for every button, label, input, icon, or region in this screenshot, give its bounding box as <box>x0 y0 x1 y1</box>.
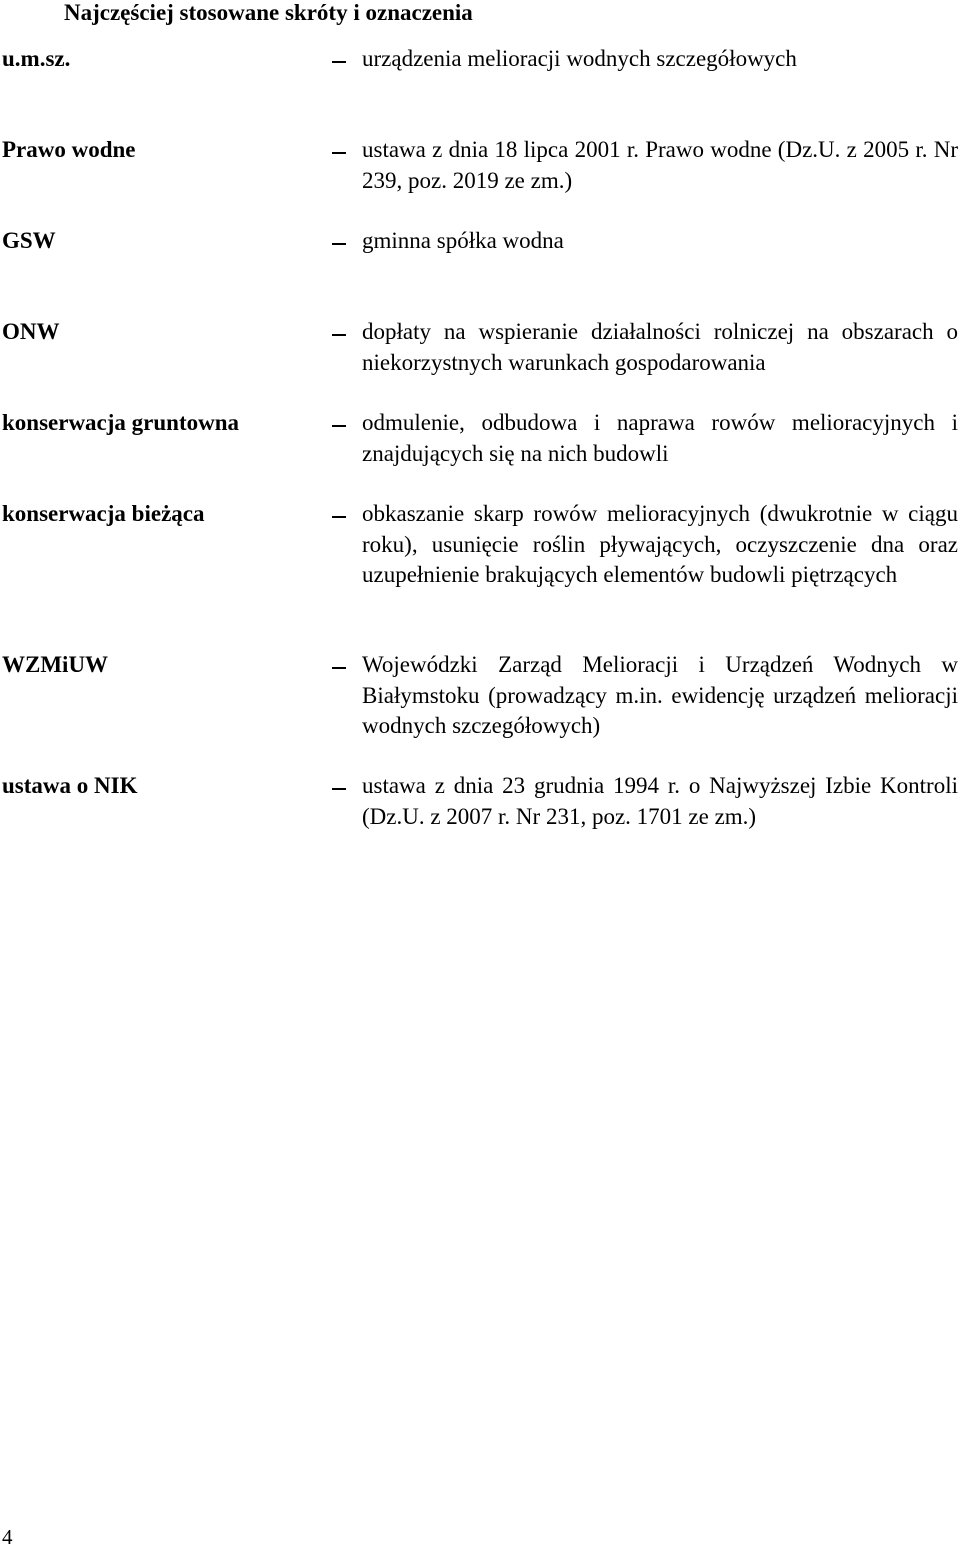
abbreviation-definition: urządzenia melioracji wodnych szczegółowych <box>362 46 797 71</box>
abbreviation-term: Prawo wodne <box>2 137 136 162</box>
abbreviation-definition: ustawa z dnia 23 grudnia 1994 r. o Najwyższej Izbie Kontroli (Dz.U. z 2007 r. Nr 231, poz. 1701 ze zm.) <box>362 773 958 829</box>
dash-separator <box>332 61 346 63</box>
abbreviation-definition: obkaszanie skarp rowów melioracyjnych (dwukrotnie w ciągu roku), usunięcie roślin pływających, oczyszczenie dna oraz uzupełnienie brakujących elementów budowli piętrzących <box>362 501 958 587</box>
dash-separator <box>332 788 346 790</box>
abbreviation-definition: gminna spółka wodna <box>362 228 564 253</box>
abbreviation-definition: Wojewódzki Zarząd Melioracji i Urządzeń Wodnych w Białymstoku (prowadzący m.in. ewidencję urządzeń melioracji wodnych szczegółowych) <box>362 652 958 738</box>
abbreviation-term: ustawa o NIK <box>2 773 138 798</box>
dash-separator <box>332 667 346 669</box>
dash-separator <box>332 243 346 245</box>
abbreviation-term: u.m.sz. <box>2 46 71 71</box>
abbreviation-term: konserwacja bieżąca <box>2 501 205 526</box>
page-title: Najczęściej stosowane skróty i oznaczenia <box>64 0 473 25</box>
dash-separator <box>332 425 346 427</box>
abbreviation-term: WZMiUW <box>2 652 109 677</box>
dash-separator <box>332 152 346 154</box>
dash-separator <box>332 516 346 518</box>
abbreviation-term: konserwacja gruntowna <box>2 410 240 435</box>
abbreviation-definition: ustawa z dnia 18 lipca 2001 r. Prawo wodne (Dz.U. z 2005 r. Nr 239, poz. 2019 ze zm.) <box>362 137 958 193</box>
abbreviation-term: ONW <box>2 319 60 344</box>
abbreviation-term: GSW <box>2 228 56 253</box>
abbreviation-definition: dopłaty na wspieranie działalności rolniczej na obszarach o niekorzystnych warunkach gospodarowania <box>362 319 958 375</box>
dash-separator <box>332 334 346 336</box>
abbreviation-definition: odmulenie, odbudowa i naprawa rowów melioracyjnych i znajdujących się na nich budowli <box>362 410 958 466</box>
page-number: 4 <box>2 1525 13 1549</box>
